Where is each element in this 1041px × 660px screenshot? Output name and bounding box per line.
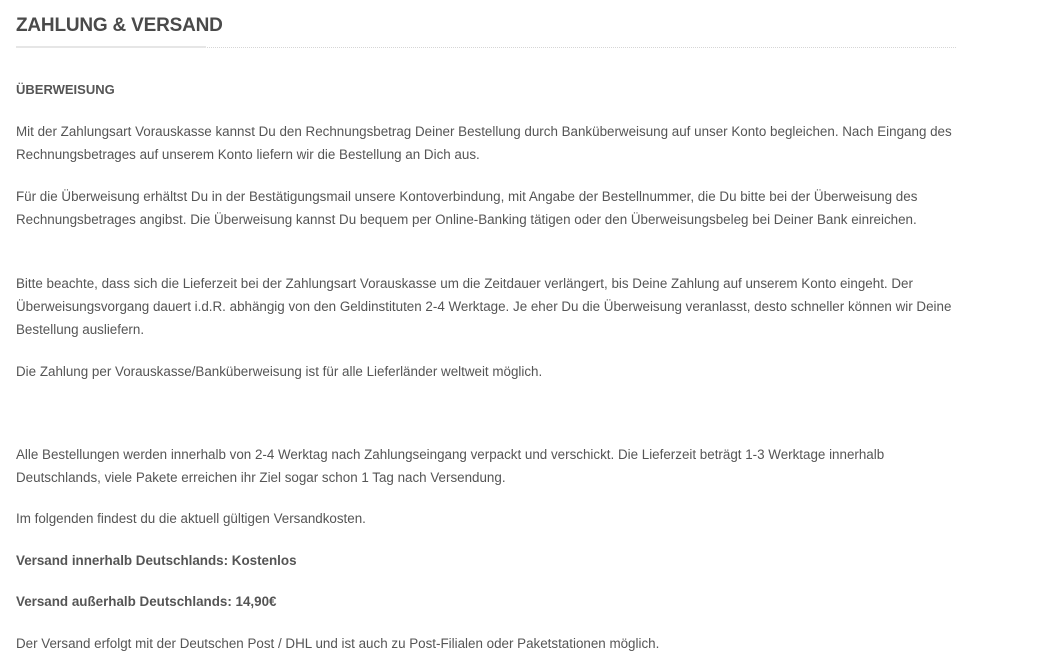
paragraph-lieferzeit-hinweis: Bitte beachte, dass sich die Lieferzeit bei der Zahlungsart Vorauskasse um die Zeitdauer verlängert, bis Deine Zahlung auf unserem Konto eingeht. Der Überweisungsvorgang dauert i.d.R. abhängig von den Geldinstituten 2-4 Werktage. Je eher Du die Überweisung veranlasst, desto schneller können wir Deine Bestellung ausliefern. [16,276,952,337]
paragraph-versanddienstleister: Der Versand erfolgt mit der Deutschen Post / DHL und ist auch zu Post-Filialen oder Paketstationen möglich. [16,636,660,651]
paragraph-vorauskasse-intro: Mit der Zahlungsart Vorauskasse kannst Du den Rechnungsbetrag Deiner Bestellung durch Banküberweisung auf unser Konto begleichen. Nach Eingang des Rechnungsbetrages auf unserem Konto liefern wir die Bestellung an Dich aus. [16,124,952,162]
paragraph-kontoverbindung: Für die Überweisung erhältst Du in der Bestätigungsmail unsere Kontoverbindung, mit Angabe der Bestellnummer, die Du bitte bei der Überweisung des Rechnungsbetrages angibst. Die Überweisung kannst Du bequem per Online-Banking tätigen oder den Überweisungsbeleg bei Deiner Bank einreichen. [16,189,918,227]
paragraph-lieferlaender: Die Zahlung per Vorauskasse/Banküberweisung ist für alle Lieferländer weltweit möglich. [16,364,543,379]
paragraph-versandkosten-intro: Im folgenden findest du die aktuell gültigen Versandkosten. [16,511,366,526]
shipping-cost-international: Versand außerhalb Deutschlands: 14,90€ [16,594,277,609]
section-heading-ueberweisung: ÜBERWEISUNG [16,82,115,97]
page-content [16,0,956,651]
page-title: ZAHLUNG & VERSAND [16,15,223,36]
title-block [16,0,956,49]
title-underline [16,46,206,48]
shipping-cost-domestic: Versand innerhalb Deutschlands: Kostenlos [16,553,297,568]
paragraph-versand-info: Alle Bestellungen werden innerhalb von 2-4 Werktag nach Zahlungseingang verpackt und verschickt. Die Lieferzeit beträgt 1-3 Werktage innerhalb Deutschlands, viele Pakete erreichen ihr Ziel sogar schon 1 Tag nach Versendung. [16,447,885,485]
